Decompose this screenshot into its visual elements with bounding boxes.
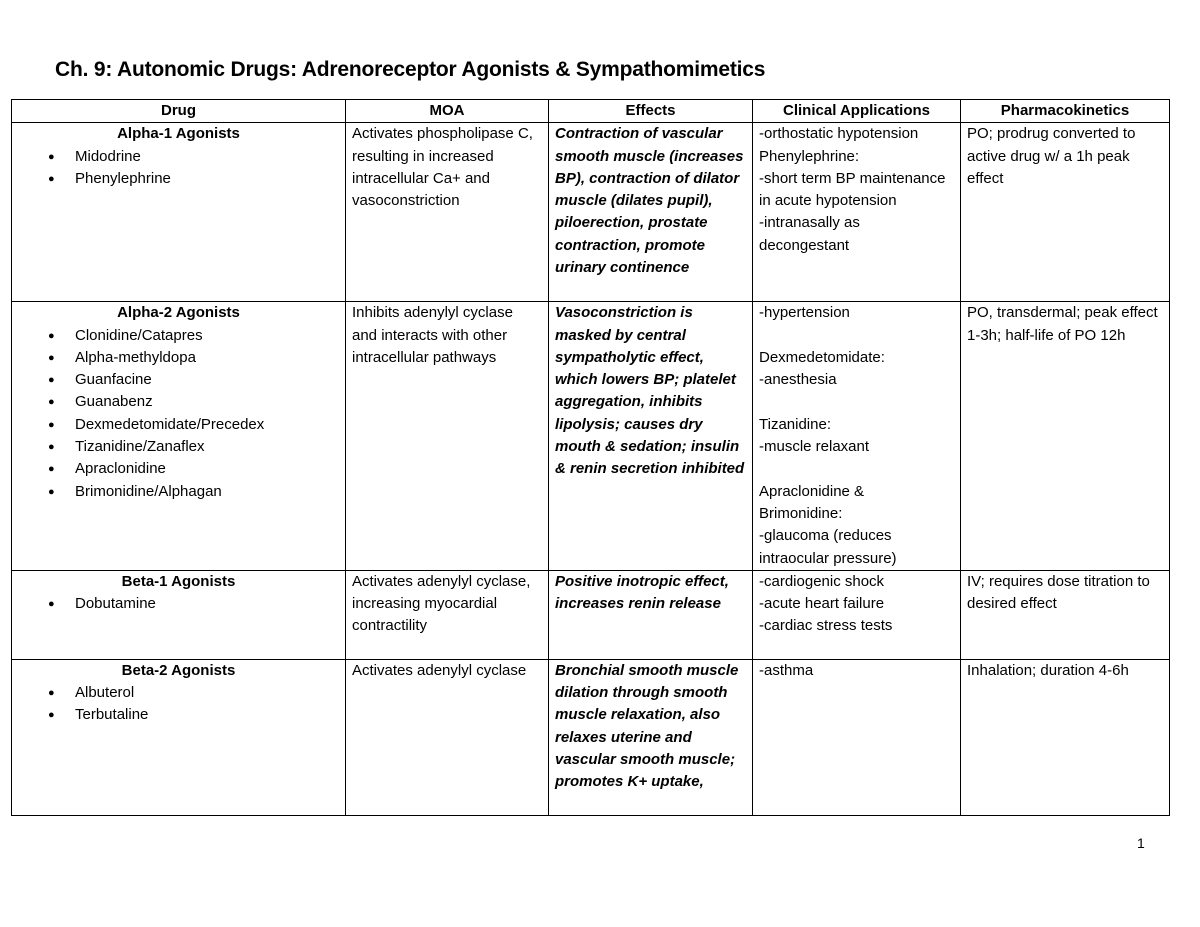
moa-cell: Inhibits adenylyl cyclase and interacts with other intracellular pathways bbox=[346, 302, 549, 571]
drug-cell bbox=[12, 123, 346, 302]
drug-item: ● Albuterol bbox=[18, 682, 339, 704]
drug-item: ● Midodrine bbox=[18, 146, 339, 168]
group-title: Beta-2 Agonists bbox=[121, 661, 236, 679]
drug-cell bbox=[12, 570, 346, 659]
pk-cell: Inhalation; duration 4-6h bbox=[961, 659, 1170, 815]
drug-item: ● Dexmedetomidate/Precedex bbox=[18, 414, 339, 436]
pk-cell: PO, transdermal; peak effect 1-3h; half-life of PO 12h bbox=[961, 302, 1170, 571]
drug-item: ● Guanfacine bbox=[18, 369, 339, 391]
effects-cell: Contraction of vascular smooth muscle (increases BP), contraction of dilator muscle (dilates pupil), piloerection, prostate contraction, promote urinary continence bbox=[549, 123, 753, 302]
group-title: Beta-1 Agonists bbox=[121, 572, 236, 590]
clinical-cell: -cardiogenic shock -acute heart failure -cardiac stress tests bbox=[753, 570, 961, 659]
table-row-alpha-2 bbox=[12, 302, 1170, 571]
table-row-beta-1 bbox=[12, 570, 1170, 659]
header-drug: Drug bbox=[12, 100, 346, 123]
clinical-cell: -hypertension Dexmedetomidate: -anesthesia Tizanidine: -muscle relaxant Apraclonidine & Brimonidine: -glaucoma (reduces intraocular pressure) bbox=[753, 302, 961, 571]
page-number: 1 bbox=[1137, 835, 1145, 851]
moa-cell: Activates phospholipase C, resulting in increased intracellular Ca+ and vasoconstriction bbox=[346, 123, 549, 302]
drug-item: ● Clonidine/Catapres bbox=[18, 325, 339, 347]
drug-item: ● Phenylephrine bbox=[18, 168, 339, 190]
drug-item: ● Apraclonidine bbox=[18, 458, 339, 480]
drug-list bbox=[18, 593, 339, 615]
drug-table bbox=[11, 99, 1170, 816]
header-row bbox=[12, 100, 1170, 123]
clinical-cell: -orthostatic hypotension Phenylephrine: -short term BP maintenance in acute hypotension -intranasally as decongestant bbox=[753, 123, 961, 302]
drug-item: ● Tizanidine/Zanaflex bbox=[18, 436, 339, 458]
group-title: Alpha-1 Agonists bbox=[117, 125, 240, 143]
drug-item: ● Dobutamine bbox=[18, 593, 339, 615]
header-clinical-applications: Clinical Applications bbox=[753, 100, 961, 123]
drug-item: ● Alpha-methyldopa bbox=[18, 347, 339, 369]
pk-cell: PO; prodrug converted to active drug w/ a 1h peak effect bbox=[961, 123, 1170, 302]
effects-cell: Positive inotropic effect, increases renin release bbox=[549, 570, 753, 659]
drug-cell bbox=[12, 302, 346, 571]
drug-item: ● Terbutaline bbox=[18, 704, 339, 726]
drug-item: ● Guanabenz bbox=[18, 391, 339, 413]
page-title: Ch. 9: Autonomic Drugs: Adrenoreceptor Agonists & Sympathomimetics bbox=[55, 58, 766, 81]
drug-list bbox=[18, 325, 339, 503]
header-pharmacokinetics: Pharmacokinetics bbox=[961, 100, 1170, 123]
header-moa: MOA bbox=[346, 100, 549, 123]
drug-cell bbox=[12, 659, 346, 815]
effects-cell: Vasoconstriction is masked by central sympatholytic effect, which lowers BP; platelet aggregation, inhibits lipolysis; causes dry mouth & sedation; insulin & renin secretion inhibited bbox=[549, 302, 753, 571]
group-title: Alpha-2 Agonists bbox=[117, 304, 240, 322]
clinical-cell: -asthma bbox=[753, 659, 961, 815]
drug-list bbox=[18, 146, 339, 191]
table-row-beta-2 bbox=[12, 659, 1170, 815]
drug-list bbox=[18, 682, 339, 727]
effects-cell: Bronchial smooth muscle dilation through smooth muscle relaxation, also relaxes uterine and vascular smooth muscle; promotes K+ uptake, bbox=[549, 659, 753, 815]
drug-item: ● Brimonidine/Alphagan bbox=[18, 481, 339, 503]
header-effects: Effects bbox=[549, 100, 753, 123]
moa-cell: Activates adenylyl cyclase, increasing myocardial contractility bbox=[346, 570, 549, 659]
pk-cell: IV; requires dose titration to desired effect bbox=[961, 570, 1170, 659]
table-row-alpha-1 bbox=[12, 123, 1170, 302]
moa-cell: Activates adenylyl cyclase bbox=[346, 659, 549, 815]
